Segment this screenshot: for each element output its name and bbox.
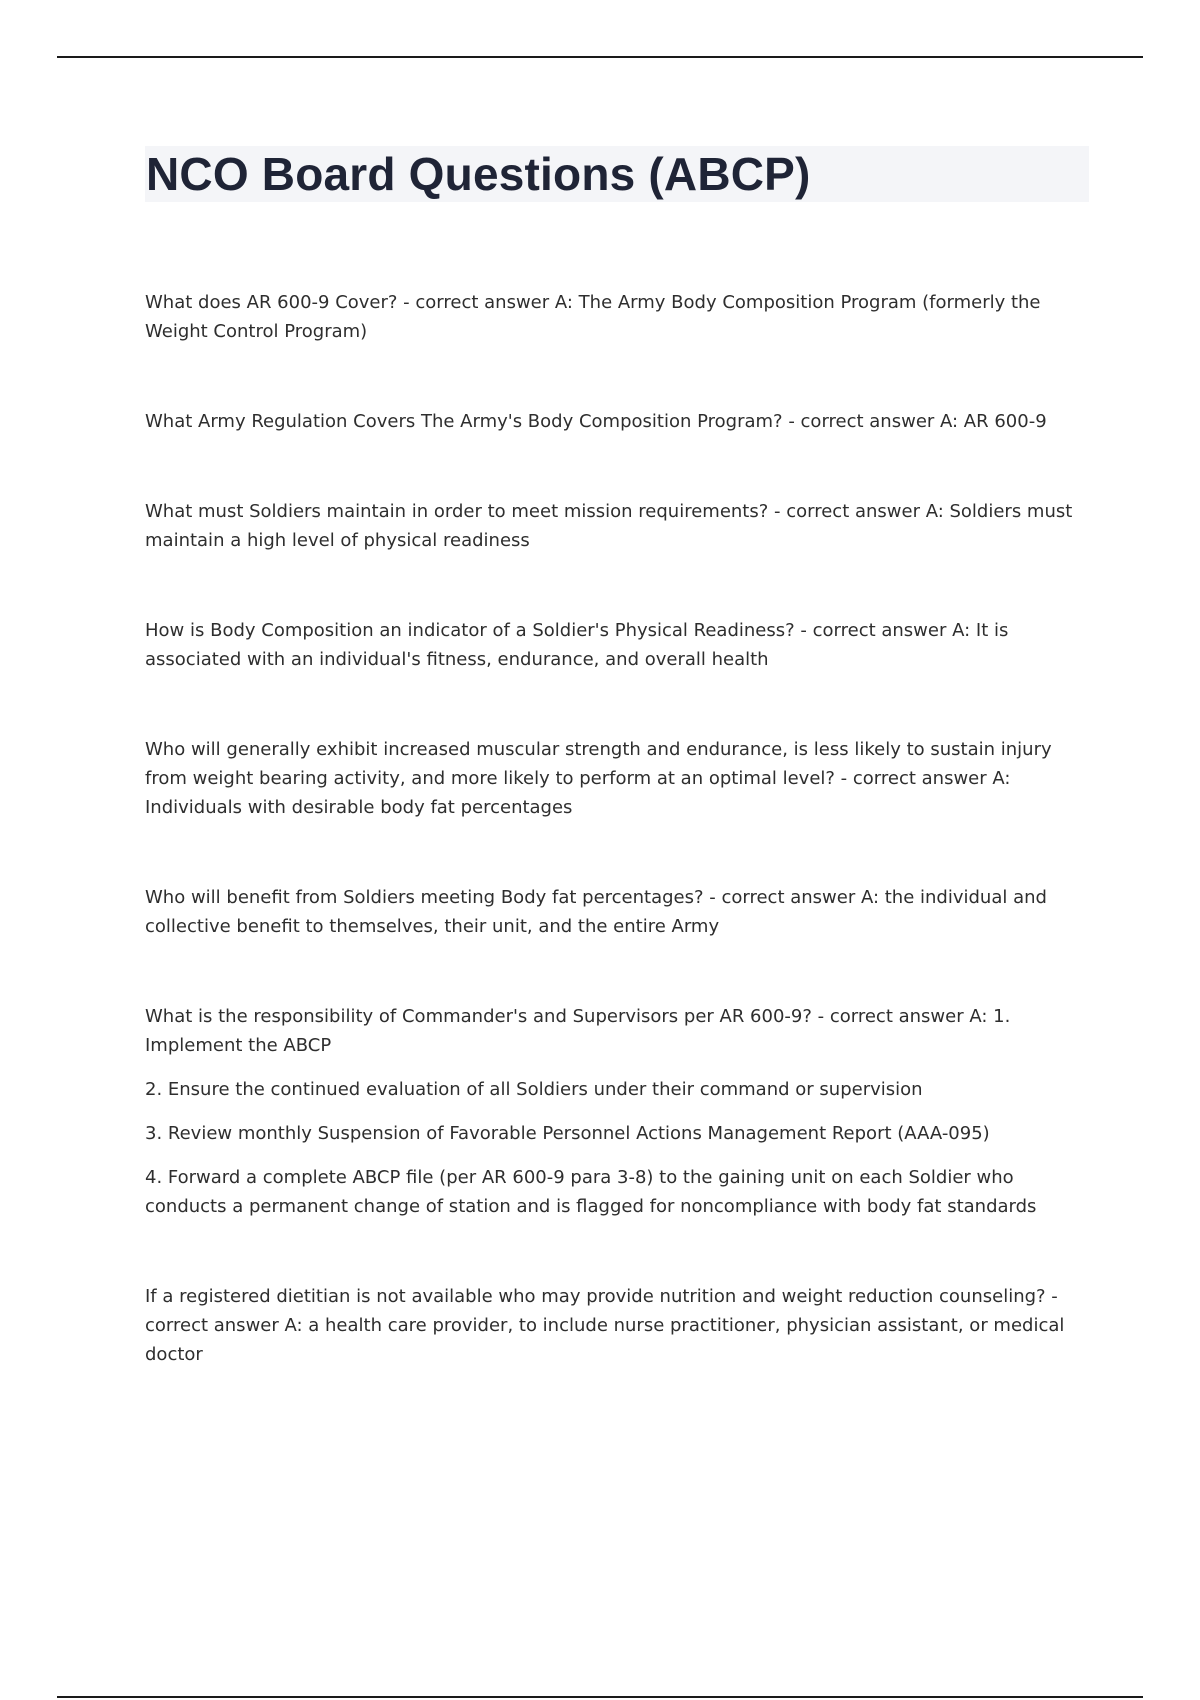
qa-item bbox=[145, 616, 1085, 674]
qa-text: How is Body Composition an indicator of a Soldier's Physical Readiness? - correct answer A: It is associated with an individual's fitness, endurance, and overall health bbox=[145, 620, 1009, 670]
qa-item bbox=[145, 1002, 1085, 1221]
qa-subpoint: 2. Ensure the continued evaluation of all Soldiers under their command or supervision bbox=[145, 1079, 923, 1100]
qa-subpoint: 4. Forward a complete ABCP file (per AR 600-9 para 3-8) to the gaining unit on each Soldier who conducts a permanent change of station and is flagged for noncompliance with body fat standards bbox=[145, 1167, 1037, 1217]
qa-text: Who will benefit from Soldiers meeting Body fat percentages? - correct answer A: the individual and collective benefit to themselves, their unit, and the entire Army bbox=[145, 887, 1047, 937]
qa-text: What must Soldiers maintain in order to meet mission requirements? - correct answer A: Soldiers must maintain a high level of physical readiness bbox=[145, 501, 1073, 551]
qa-item bbox=[145, 735, 1085, 822]
qa-item bbox=[145, 407, 1085, 436]
qa-text: Who will generally exhibit increased muscular strength and endurance, is less likely to sustain injury from weight bearing activity, and more likely to perform at an optimal level? - correct answer A: Individuals with desirable body fat percentages bbox=[145, 739, 1052, 818]
qa-subpoint: 3. Review monthly Suspension of Favorable Personnel Actions Management Report (AAA-095) bbox=[145, 1123, 990, 1144]
document-body bbox=[145, 288, 1085, 1430]
qa-item bbox=[145, 497, 1085, 555]
document-title: NCO Board Questions (ABCP) bbox=[146, 148, 811, 200]
qa-item bbox=[145, 1282, 1085, 1369]
qa-text: What does AR 600-9 Cover? - correct answer A: The Army Body Composition Program (formerly the Weight Control Program) bbox=[145, 292, 1041, 342]
bottom-divider bbox=[57, 1696, 1143, 1698]
qa-text: What Army Regulation Covers The Army's Body Composition Program? - correct answer A: AR 600-9 bbox=[145, 411, 1047, 432]
qa-text: What is the responsibility of Commander's and Supervisors per AR 600-9? - correct answer A: 1. Implement the ABCP bbox=[145, 1006, 1011, 1056]
qa-text: If a registered dietitian is not available who may provide nutrition and weight reduction counseling? - correct answer A: a health care provider, to include nurse practitioner, physician assistant, or medical doctor bbox=[145, 1286, 1065, 1365]
qa-item bbox=[145, 883, 1085, 941]
qa-item bbox=[145, 288, 1085, 346]
top-divider bbox=[57, 56, 1143, 58]
